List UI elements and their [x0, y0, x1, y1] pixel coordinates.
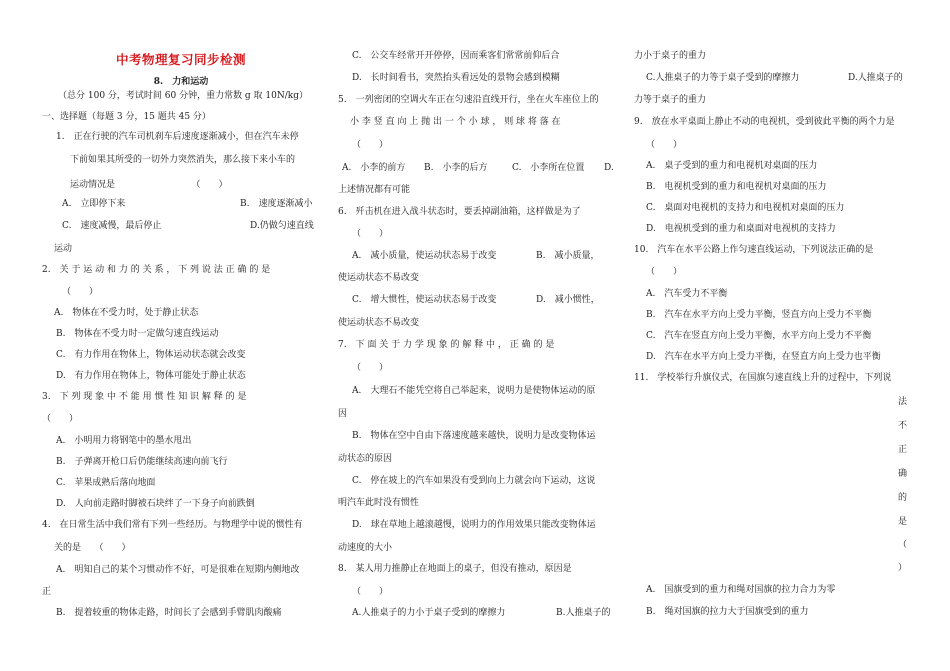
option-b: B. 物体在不受力时一定做匀速直线运动 [56, 329, 219, 339]
option-d-cont: 运动 [54, 244, 73, 254]
question-line: 关的是 （ ） [54, 543, 131, 553]
option-b-cont: 动状态的原因 [338, 454, 393, 464]
option-a: A. 小明用力将钢笔中的墨水甩出 [56, 436, 192, 446]
option-c: C. 公交车经常开开停停，因而乘客们常常前仰后合 [352, 51, 560, 61]
question-line: 下前如果其所受的一切外力突然消失，那么接下来小车的 [70, 155, 296, 165]
option-d-cont: 动速度的大小 [338, 543, 393, 553]
option-d: D. 人向前走路时脚被石块绊了一下身子向前跌倒 [56, 499, 255, 509]
exam-info: （总分 100 分，考试时间 60 分钟，重力常数 g 取 10N/kg） [58, 91, 308, 101]
option-b: B. 绳对国旗的拉力大于国旗受到的重力 [646, 607, 809, 617]
option-c-cont: 明汽车此时没有惯性 [338, 498, 420, 508]
option-b: B. 物体在空中自由下落速度越来越快，说明力是改变物体运 [352, 431, 596, 441]
question-line: 3. 下 列 现 象 中 不 能 用 惯 性 知 识 解 释 的 是 [42, 392, 247, 402]
option-a: A. 桌子受到的重力和电视机对桌面的压力 [646, 161, 818, 171]
question-char: 确 [898, 469, 908, 479]
option-d-cont: 使运动状态不易改变 [338, 318, 420, 328]
option-a: A.人推桌子的力小于桌子受到的摩擦力 [352, 608, 506, 618]
answer-blank: （ ） [62, 287, 99, 297]
option-c: C. 汽车在竖直方向上受力平衡，水平方向上受力不平衡 [646, 331, 872, 341]
answer-blank: （ ） [646, 267, 683, 277]
answer-blank: （ ） [352, 363, 389, 373]
page-title: 中考物理复习同步检测 [115, 52, 246, 67]
option-c: C. 停在坡上的汽车如果没有受到向上力就会向下运动，这说 [352, 476, 596, 486]
option-b: B. 提着较重的物体走路，时间长了会感到手臂肌肉酸痛 [56, 608, 282, 618]
option-b: B. 电视机受到的重力和电视机对桌面的压力 [646, 182, 827, 192]
option-a: A. 明知自己的某个习惯动作不好，可是很难在短期内侧地改 [56, 565, 300, 575]
answer-blank: （ ） [352, 140, 389, 150]
answer-blank: （ ） [352, 229, 389, 239]
option-c: C.人推桌子的力等于桌子受到的摩擦力 [646, 73, 800, 83]
question-char: 法 [898, 397, 908, 407]
question-line: 10. 汽车在水平公路上作匀速直线运动，下列说法正确的是 [634, 245, 874, 255]
answer-blank-open: （ [898, 540, 908, 550]
option-c: C. 苹果成熟后落向地面 [56, 478, 156, 488]
question-char: 不 [898, 421, 908, 431]
question-line: 11. 学校举行升旗仪式，在国旗匀速直线上升的过程中，下列说 [634, 373, 892, 383]
option-d: D. 球在草地上越滚越慢，说明力的作用效果只能改变物体运 [352, 520, 596, 530]
option-c: C. 桌面对电视机的支持力和电视机对桌面的压力 [646, 203, 845, 213]
option-a: A. 国旗受到的重力和绳对国旗的拉力合力为零 [646, 585, 836, 595]
option-d: D. 电视机受到的重力和桌面对电视机的支持力 [646, 224, 836, 234]
option-d: D. 汽车在水平方向上受力平衡，在竖直方向上受力也平衡 [646, 352, 881, 362]
answer-blank-close: ） [898, 563, 908, 573]
question-line: 1. 正在行驶的汽车司机刹车后速度逐渐减小，但在汽车未停 [56, 132, 299, 142]
answer-blank: （ ） [352, 587, 389, 597]
option-d-cont: 力等于桌子的重力 [634, 95, 707, 105]
option-d: D. 减小惯性， [536, 295, 600, 305]
option-b: B. 汽车在水平方向上受力平衡，竖直方向上受力不平衡 [646, 310, 872, 320]
right-column [632, 0, 910, 671]
option-a-cont: 因 [338, 409, 348, 419]
question-char: 的 [898, 493, 908, 503]
option-b-cont: 使运动状态不易改变 [338, 273, 420, 283]
option-d: D.仍做匀速直线 [250, 221, 314, 231]
section-heading: 一、选择题（每题 3 分，15 题共 45 分） [42, 112, 211, 122]
option-a: A. 立即停下来 [62, 199, 126, 209]
option-d-cont: 上述情况都有可能 [338, 185, 411, 195]
question-char: 正 [898, 445, 908, 455]
option-c: C. 增大惯性，使运动状态易于改变 [352, 295, 497, 305]
option-a: A. 减小质量，使运动状态易于改变 [352, 251, 497, 261]
option-b: B. 减小质量， [536, 251, 600, 261]
option-d: D. 长时间看书，突然抬头看远处的景物会感到模糊 [352, 73, 560, 83]
option-a: A. 物体在不受力时，处于静止状态 [54, 308, 199, 318]
question-line: 4. 在日常生活中我们常有下列一些经历。与物理学中说的惯性有 [42, 520, 303, 530]
question-line: 运动情况是 （ ） [70, 180, 228, 190]
option-b: B. 子弹离开枪口后仍能继续高速向前飞行 [56, 457, 228, 467]
question-char: 是 [898, 517, 908, 527]
option-a-cont: 正 [42, 587, 52, 597]
option-d: D. 有力作用在物体上，物体可能处于静止状态 [56, 371, 246, 381]
question-line: 7. 下 面 关 于 力 学 现 象 的 解 释 中 ， 正 确 的 是 [338, 340, 555, 350]
option-c: C. 小李所在位置 [512, 163, 585, 173]
option-b-cont: 力小于桌子的重力 [634, 51, 707, 61]
question-line: 小 李 竖 直 向 上 抛 出 一 个 小 球 ， 则 球 将 落 在 [350, 117, 561, 127]
option-b: B.人推桌子的 [556, 608, 611, 618]
question-line: 5. 一列密闭的空调火车正在匀速沿直线开行，坐在火车座位上的 [338, 95, 599, 105]
answer-blank: （ ） [42, 414, 79, 424]
left-column [40, 0, 322, 671]
option-c: C. 有力作用在物体上，物体运动状态就会改变 [56, 350, 246, 360]
option-a: A. 汽车受力不平衡 [646, 289, 728, 299]
answer-blank: （ ） [646, 140, 683, 150]
option-a: A. 大理石不能凭空将自己举起来，说明力是使物体运动的原 [352, 386, 596, 396]
chapter-title: 8. 力和运动 [153, 77, 209, 87]
option-d: D.人推桌子的 [848, 73, 903, 83]
middle-column [336, 0, 618, 671]
option-c: C. 速度减慢，最后停止 [62, 221, 162, 231]
option-d: D. [604, 163, 614, 173]
option-b: B. 速度逐渐减小 [240, 199, 313, 209]
question-line: 9. 放在水平桌面上静止不动的电视机，受到彼此平衡的两个力是 [634, 117, 895, 127]
option-b: B. 小李的后方 [424, 163, 488, 173]
question-line: 6. 歼击机在进入战斗状态时，要丢掉副油箱，这样做是为了 [338, 207, 581, 217]
option-a: A. 小李的前方 [342, 163, 406, 173]
question-line: 8. 某人用力推静止在地面上的桌子，但没有推动，原因是 [338, 564, 572, 574]
question-line: 2. 关 于 运 动 和 力 的 关 系 ， 下 列 说 法 正 确 的 是 [42, 265, 271, 275]
